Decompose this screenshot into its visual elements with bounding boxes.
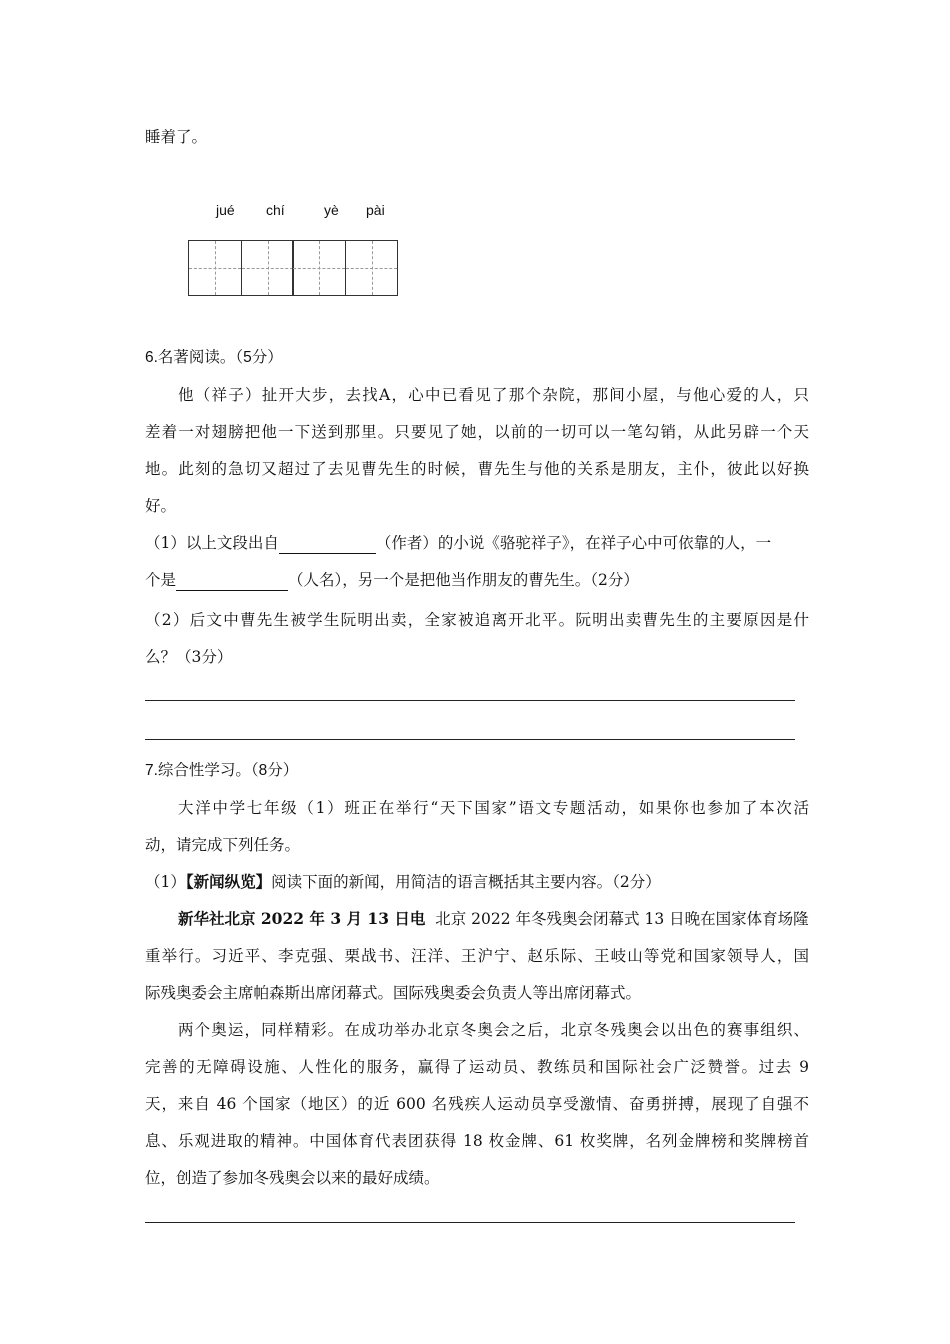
person-name-blank[interactable] (176, 572, 288, 591)
q6-sub1-line2-a: 个是 (145, 571, 177, 589)
pinyin-4: pài (366, 202, 385, 218)
writing-grid-1[interactable] (188, 240, 294, 296)
news-p1-line: 际残奥委会主席帕森斯出席闭幕式。国际残奥委会负责人等出席闭幕式。 (145, 984, 642, 1002)
q6-sub2-line: 么？（3分） (145, 648, 233, 666)
answer-line[interactable] (145, 739, 795, 740)
pinyin-1: jué (216, 202, 235, 218)
news-dateline: 新华社北京 2022 年 3 月 13 日电 (178, 909, 426, 928)
news-p1-line: 重举行。习近平、李克强、栗战书、汪洋、王沪宁、赵乐际、王岐山等党和国家领导人，国 (145, 947, 809, 965)
pinyin-3: yè (324, 202, 339, 218)
q7-intro-line: 动，请完成下列任务。 (145, 836, 301, 854)
writing-cell[interactable] (241, 241, 293, 295)
q7-sub1-heading: 【新闻纵览】 (185, 872, 272, 891)
news-p2-line: 位，创造了参加冬残奥会以来的最好成绩。 (145, 1169, 440, 1187)
q6-passage-line: 他（祥子）扯开大步，去找A，心中已看见了那个杂院，那间小屋，与他心爱的人，只 (178, 386, 809, 404)
q6-sub1-line2 (145, 569, 809, 591)
writing-grid-2[interactable] (292, 240, 398, 296)
news-p2-line: 完善的无障碍设施、人性化的服务，赢得了运动员、教练员和国际社会广泛赞誉。过去 9 (145, 1058, 809, 1076)
writing-cell[interactable] (293, 241, 345, 295)
news-p1-line: 北京 2022 年冬残奥会闭幕式 13 日晚在国家体育场隆 (435, 910, 809, 928)
answer-line[interactable] (145, 700, 795, 701)
author-blank[interactable] (279, 535, 376, 554)
q6-sub2-line: （2）后文中曹先生被学生阮明出卖，全家被追离开北平。阮明出卖曹先生的主要原因是什 (145, 611, 809, 629)
writing-cell[interactable] (189, 241, 241, 295)
q7-intro-line: 大洋中学七年级（1）班正在举行“天下国家”语文专题活动，如果你也参加了本次活 (178, 799, 809, 817)
news-first-line (178, 908, 809, 930)
q6-passage-line: 差着一对翅膀把他一下送到那里。只要见了她，以前的一切可以一笔勾销，从此另辟一个天 (145, 423, 809, 441)
q6-sub1-line2-b: （人名），另一个是把他当作朋友的曹先生。（2分） (288, 571, 639, 589)
news-p2-line: 息、乐观进取的精神。中国体育代表团获得 18 枚金牌、61 枚奖牌，名列金牌榜和奖牌榜首 (145, 1132, 809, 1150)
q6-sub1-line1 (145, 532, 809, 554)
q6-passage-line: 好。 (145, 497, 177, 515)
news-p2-line: 天，来自 46 个国家（地区）的近 600 名残疾人运动员享受激情、奋勇拼搏，展现了自强不 (145, 1095, 809, 1113)
q6-passage-line: 地。此刻的急切又超过了去见曹先生的时候，曹先生与他的关系是朋友，主仆，彼此以好换 (145, 460, 809, 478)
q7-title: 7.综合性学习。（8分） (145, 762, 299, 779)
q6-sub1-part-b: （作者）的小说《骆驼祥子》，在祥子心中可依靠的人，一 (375, 534, 772, 552)
q6-sub1-part-a: （1）以上文段出自 (145, 534, 279, 552)
writing-cell[interactable] (345, 241, 397, 295)
intro-line: 睡着了。 (145, 128, 208, 146)
answer-line[interactable] (145, 1222, 795, 1223)
q7-sub1-prefix: （1） (145, 873, 186, 891)
news-p2-line: 两个奥运，同样精彩。在成功举办北京冬奥会之后，北京冬残奥会以出色的赛事组织、 (178, 1021, 809, 1039)
pinyin-2: chí (266, 202, 285, 218)
q7-sub1-text: 阅读下面的新闻，用简洁的语言概括其主要内容。（2分） (271, 873, 661, 891)
q7-sub1 (145, 871, 809, 893)
q6-title: 6.名著阅读。（5分） (145, 349, 283, 366)
